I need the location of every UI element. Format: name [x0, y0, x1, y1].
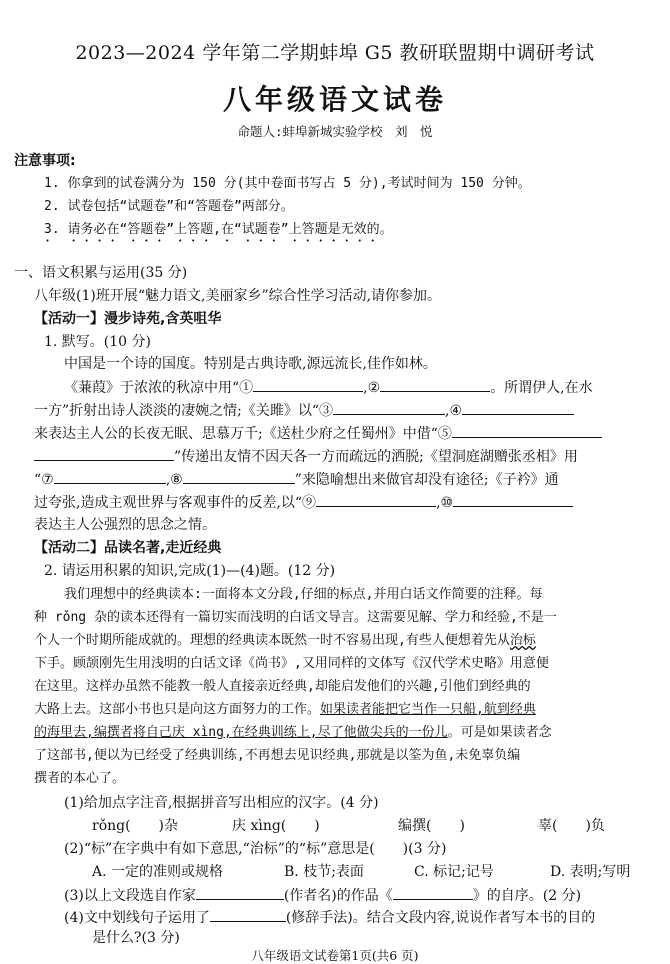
- passage-line-2: 种 rǒng 杂的读本还得有一篇切实而浅明的白话文导言。这需要见解、学力和经验,不是一: [34, 610, 557, 625]
- q1-line-2: [64, 377, 593, 398]
- option-a[interactable]: A. 一定的准则或规格: [92, 864, 224, 880]
- subq-4a: (4)文中划线句子运用了: [64, 910, 210, 926]
- q1-line-6: [34, 469, 559, 490]
- blank-6[interactable]: [34, 446, 174, 461]
- q1-l7-b: ,⑩: [436, 495, 454, 511]
- passage-7-underlined: 的海里去,编撰者将自己庆 xìng,在经典训练上,尽了他做尖兵的一份儿: [34, 725, 448, 740]
- q1-l4-a: 来表达主人公的长夜无眠、思慕万千;《送杜少府之任蜀州》中借“⑤: [34, 426, 452, 442]
- subq-4b: (修辞手法)。结合文段内容,说说作者写本书的目的: [285, 910, 596, 926]
- section-intro: 八年级(1)班开展“魅力语文,美丽家乡”综合性学习活动,请你参加。: [34, 288, 442, 304]
- passage-6-underlined: 如果读者能把它当作一只船,航到经典: [320, 702, 536, 717]
- blank-9[interactable]: [316, 492, 436, 507]
- q1-l3-a: 一方”折射出诗人淡淡的凄婉之情;《关雎》以“③: [34, 403, 334, 419]
- exam-title: 2023—2024 学年第二学期蚌埠 G5 教研联盟期中调研考试: [75, 42, 595, 64]
- subq-4: [64, 907, 595, 928]
- passage-line-5: 在这里。这样办虽然不能教一般人直接亲近经典,却能启发他们的兴趣,引他们到经典的: [34, 679, 531, 694]
- blank-10[interactable]: [453, 492, 573, 507]
- q1-line-4: [34, 423, 602, 444]
- passage-7b: 。可是如果读者念: [447, 725, 552, 740]
- q1-l3-b: ,④: [445, 403, 463, 419]
- blank-work[interactable]: [393, 885, 473, 900]
- notice-item-3: 3. 请务必在“答题卷”上答题,在“试题卷”上答题是无效的。: [44, 222, 393, 237]
- q1-l5-a: ”传递出友情不因天各一方而疏远的洒脱;《望洞庭湖赠张丞相》用: [174, 449, 578, 465]
- section-heading: 一、语文积累与运用(35 分): [14, 265, 188, 281]
- q1-line-5: [34, 446, 578, 467]
- subq-4-cont: 是什么?(3 分): [92, 930, 180, 946]
- question-1-title: 1. 默写。(10 分): [44, 334, 151, 350]
- passage-line-4: 下手。顾颉刚先生用浅明的白话文译《尚书》,又用同样的文体写《汉代学术史略》用意便: [34, 656, 549, 671]
- notice-item-2: 2. 试卷包括“试题卷”和“答题卷”两部分。: [44, 199, 294, 214]
- q1-l7-a: 过夸张,造成主观世界与客观事件的反差,以“⑨: [34, 495, 317, 511]
- q1-l2-c: 。所谓伊人,在水: [490, 380, 593, 396]
- q1-l2-b: ,②: [363, 380, 381, 396]
- passage-3a: 个人一个时期所能成就的。理想的经典读本既然一时不容易出现,有些人便想着先从: [34, 633, 510, 648]
- passage-line-8: 了这部书,便以为已经受了经典训练,不再想去见识经典,那就是以筌为鱼,未免辜负编: [34, 748, 521, 763]
- passage-6a: 大路上去。这部小书也只是向这方面努力的工作。: [34, 702, 321, 717]
- notice-item-1: 1. 你拿到的试卷满分为 150 分(其中卷面书写占 5 分),考试时间为 150 分钟。: [44, 176, 531, 191]
- author-line: 命题人:蚌埠新城实验学校 刘 悦: [237, 124, 433, 139]
- pinyin-zhuan: 编撰( ): [398, 818, 465, 834]
- q1-l6-c: ”来隐喻想出来做官却没有途径;《子衿》通: [294, 472, 559, 488]
- page-footer: 八年级语文试卷第1页(共6 页): [251, 948, 419, 963]
- subq-3a: (3)以上文段选自作家: [64, 888, 196, 904]
- pinyin-xing: 庆 xìng( ): [232, 818, 320, 834]
- q1-l6-a: “⑦: [34, 472, 54, 488]
- passage-zhibiao: 治标: [509, 633, 536, 648]
- passage-line-7: [34, 723, 552, 743]
- pinyin-rong: rǒng( )杂: [92, 818, 179, 834]
- passage-line-9: 撰者的本心了。: [34, 771, 126, 786]
- pinyin-gu: 辜( )负: [538, 818, 605, 834]
- subq-1: (1)给加点字注音,根据拼音写出相应的汉字。(4 分): [64, 795, 379, 811]
- passage-line-3: [34, 631, 536, 651]
- option-b[interactable]: B. 枝节;表面: [284, 864, 364, 880]
- blank-author[interactable]: [196, 885, 284, 900]
- notice-heading: 注意事项:: [14, 153, 76, 169]
- question-2-title: 2. 请运用积累的知识,完成(1)—(4)题。(12 分): [44, 563, 336, 579]
- blank-5[interactable]: [452, 423, 602, 438]
- blank-7[interactable]: [54, 469, 166, 484]
- subq-3c: 》的自序。(2 分): [472, 888, 582, 904]
- q1-line-3: [34, 400, 574, 421]
- blank-1[interactable]: [253, 377, 363, 392]
- blank-2[interactable]: [380, 377, 490, 392]
- q1-line-1: 中国是一个诗的国度。特别是古典诗歌,源远流长,佳作如林。: [64, 356, 437, 372]
- subq-3: [64, 885, 581, 906]
- q1-line-7: [34, 492, 573, 513]
- option-c[interactable]: C. 标记;记号: [414, 864, 494, 880]
- passage-line-1: 我们理想中的经典读本:一面将本文分段,仔细的标点,并用白话文作简要的注释。每: [64, 587, 543, 602]
- subq-2: (2)“标”在字典中有如下意思,“治标”的“标”意思是( )(3 分): [64, 841, 447, 857]
- activity-1-heading: 【活动一】漫步诗苑,含英咀华: [34, 311, 222, 327]
- paper-subtitle: 八年级语文试卷: [222, 83, 447, 116]
- q1-l2-a: 《蒹葭》于浓浓的秋凉中用“①: [64, 380, 254, 396]
- blank-3[interactable]: [333, 400, 445, 415]
- passage-line-6: [34, 700, 536, 720]
- option-d[interactable]: D. 表明;写明: [550, 864, 631, 880]
- subq-3b: (作者名)的作品《: [283, 888, 393, 904]
- q1-line-8: 表达主人公强烈的思念之情。: [34, 517, 216, 533]
- blank-rhetoric[interactable]: [210, 907, 286, 922]
- blank-8[interactable]: [183, 469, 295, 484]
- blank-4[interactable]: [462, 400, 574, 415]
- q1-l6-b: ,⑧: [165, 472, 183, 488]
- activity-2-heading: 【活动二】品读名著,走近经典: [34, 540, 222, 556]
